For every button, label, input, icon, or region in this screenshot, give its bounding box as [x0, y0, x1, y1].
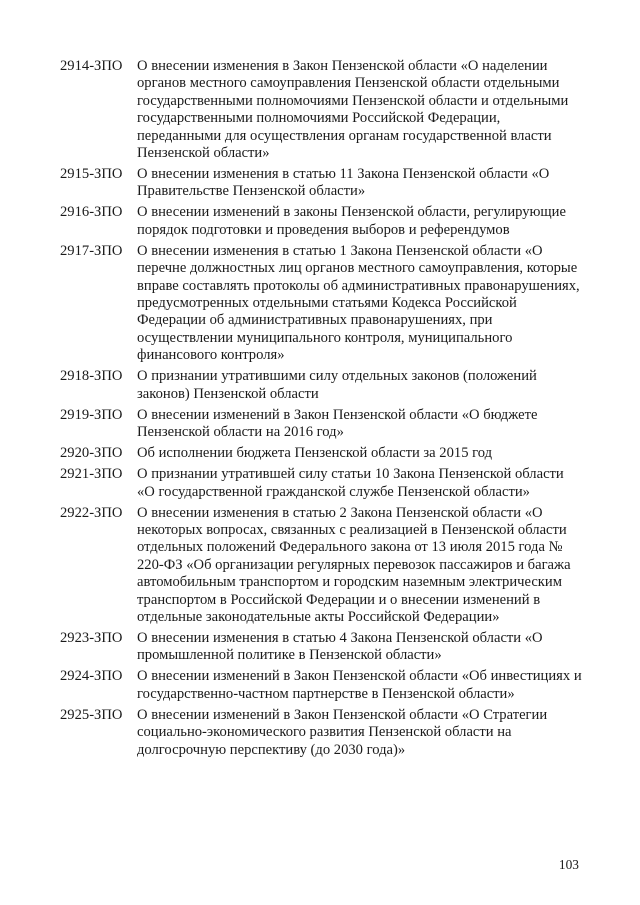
list-item [60, 58, 585, 162]
law-number: 2917-ЗПО [60, 242, 123, 259]
law-title: О внесении изменения в статью 1 Закона Пензенской области «О перечне должностных лиц органов местного самоуправления, которые вправе составлять протоколы об административных правонарушениях, предусмотренных отдельными статьями Кодекса Российской Федерации об административных правонарушениях, при осуществлении муниципального контроля, муниципального финансового контроля» [137, 242, 580, 364]
law-number: 2925-ЗПО [60, 706, 123, 723]
list-item [60, 505, 585, 627]
law-title: О внесении изменений в Закон Пензенской области «О Стратегии социально-экономического развития Пензенской области на долгосрочную перспективу (до 2030 года)» [137, 706, 548, 758]
law-number: 2920-ЗПО [60, 445, 123, 462]
law-title: О внесении изменений в Закон Пензенской области «О бюджете Пензенской области на 2016 год» [137, 406, 538, 441]
law-number: 2924-ЗПО [60, 668, 123, 685]
law-number: 2923-ЗПО [60, 629, 123, 646]
law-number: 2919-ЗПО [60, 406, 123, 423]
list-item [60, 368, 585, 403]
law-title: О внесении изменения в Закон Пензенской области «О наделении органов местного самоуправления Пензенской области отдельными государственными полномочиями Пензенской области и отдельными государственными полномочиями Российской Федерации, переданными для осуществления органам государственной власти Пензенской области» [137, 58, 569, 162]
law-title: О внесении изменения в статью 11 Закона Пензенской области «О Правительстве Пензенской области» [137, 166, 550, 200]
list-item [60, 668, 585, 703]
law-title: О внесении изменений в Закон Пензенской области «Об инвестициях и государственно-частном партнерстве в Пензенской области» [137, 668, 582, 702]
law-title: О внесении изменений в законы Пензенской области, регулирующие порядок подготовки и проведения выборов и референдумов [137, 204, 566, 238]
law-list [60, 58, 585, 763]
list-item [60, 445, 585, 462]
list-item [60, 407, 585, 442]
law-number: 2922-ЗПО [60, 504, 123, 521]
list-item [60, 466, 585, 501]
page-number: 103 [558, 857, 579, 872]
list-item [60, 204, 585, 239]
law-number: 2914-ЗПО [60, 58, 123, 74]
law-number: 2918-ЗПО [60, 368, 123, 385]
law-number: 2915-ЗПО [60, 166, 123, 183]
law-title: О внесении изменения в статью 4 Закона Пензенской области «О промышленной политике в Пензенской области» [137, 629, 543, 664]
law-title: О признании утратившими силу отдельных законов (положений законов) Пензенской области [137, 368, 537, 402]
law-title: О внесении изменения в статью 2 Закона Пензенской области «О некоторых вопросах, связанных с реализацией в Пензенской области отдельных положений Федерального закона от 13 июля 2015 года № 220-ФЗ «Об организации регулярных перевозок пассажиров и багажа автомобильным транспортом и городским наземным электрическим транспортом в Российской Федерации и о внесении изменений в отдельные законодательные акты Российской Федерации» [137, 504, 571, 625]
list-item [60, 630, 585, 665]
law-number: 2916-ЗПО [60, 204, 123, 221]
law-title: Об исполнении бюджета Пензенской области за 2015 год [137, 445, 493, 462]
law-number: 2921-ЗПО [60, 466, 123, 483]
list-item [60, 243, 585, 365]
law-title: О признании утратившей силу статьи 10 Закона Пензенской области «О государственной гражданской службе Пензенской области» [137, 466, 564, 500]
list-item [60, 166, 585, 201]
list-item [60, 707, 585, 759]
